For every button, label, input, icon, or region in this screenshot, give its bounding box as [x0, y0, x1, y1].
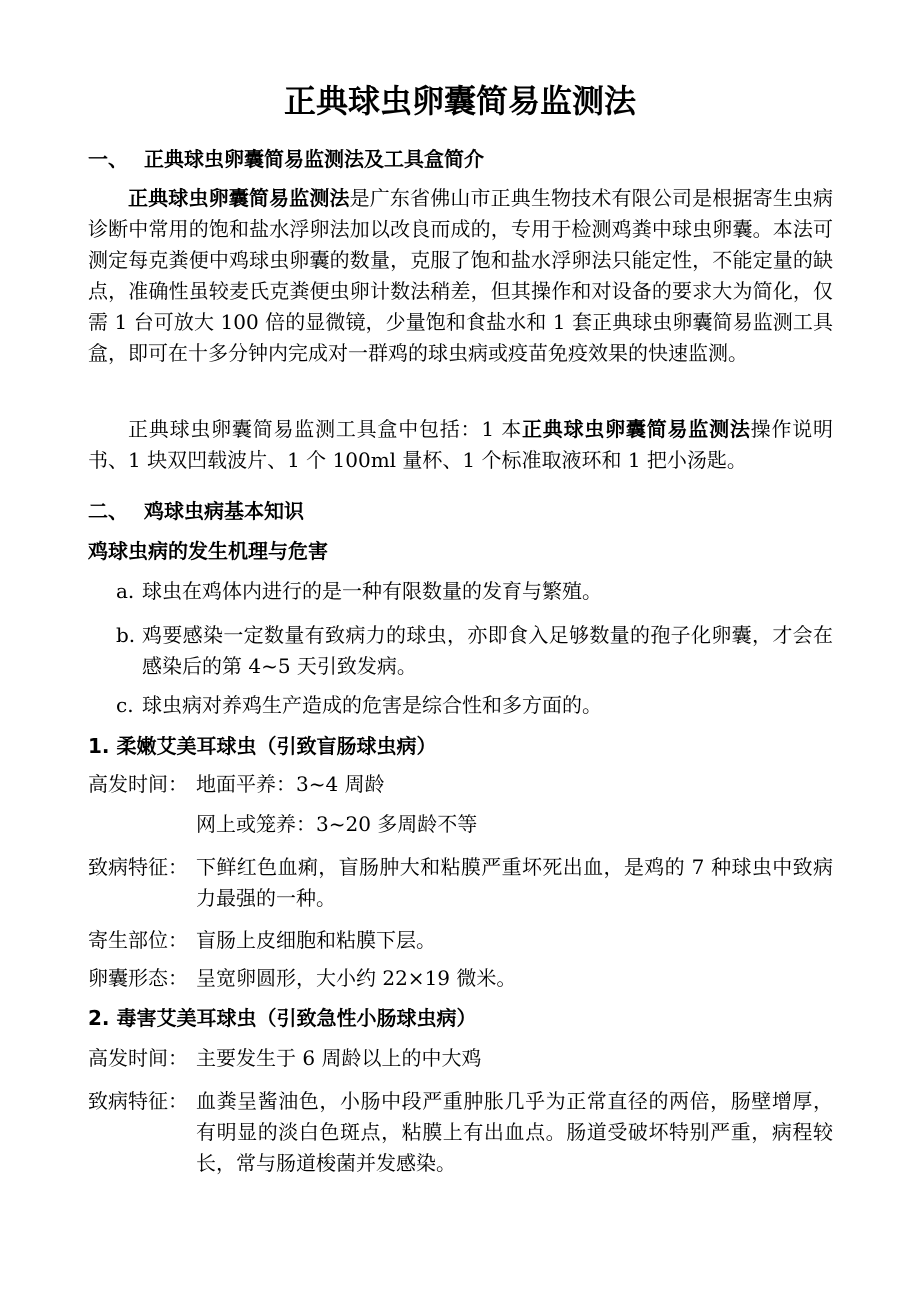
- species1-heading: 1. 柔嫩艾美耳球虫（引致盲肠球虫病）: [88, 734, 437, 758]
- section1-paragraph-2: [88, 414, 833, 476]
- row-value: 主要发生于 6 周龄以上的中大鸡: [196, 1046, 482, 1070]
- row-label: 致病特征：: [88, 855, 188, 879]
- list-item-a: [116, 576, 833, 607]
- row-value: 下鲜红色血痢，盲肠肿大和粘膜严重坏死出血，是鸡的 7 种球虫中致病力最强的一种。: [196, 855, 833, 910]
- species2-heading: 2. 毒害艾美耳球虫（引致急性小肠球虫病）: [88, 1006, 477, 1030]
- section1-heading-text: 正典球虫卵囊简易监测法及工具盒简介: [144, 147, 484, 171]
- section1-paragraph-2-end: 操作说明书、1 块双凹载波片、1 个 100ml 量杯、1 个标准取液环和 1 把小汤匙。: [88, 417, 833, 472]
- section2-subheading: 鸡球虫病的发生机理与危害: [88, 539, 328, 563]
- list-marker: b.: [116, 623, 136, 647]
- section1-heading: [88, 144, 484, 174]
- section1-paragraph-1-text: 是广东省佛山市正典生物技术有限公司是根据寄生虫病诊断中常用的饱和盐水浮卵法加以改良而成的，专用于检测鸡粪中球虫卵囊。本法可测定每克粪便中鸡球虫卵囊的数量，克服了饱和盐水浮卵法只能定性，不能定量的缺点，准确性虽较麦氏克粪便虫卵计数法稍差，但其操作和对设备的要求大为简化，仅需 1 台可放大 100 倍的显微镜，少量饱和食盐水和 1 套正典球虫卵囊简易监测工具盒，即可在十多分钟内完成对一群鸡的球虫病或疫苗免疫效果的快速监测。: [88, 186, 834, 365]
- section1-paragraph-1: [88, 183, 833, 369]
- list-marker: c.: [116, 693, 134, 717]
- method-name-bold-2: 正典球虫卵囊简易监测法: [522, 417, 751, 441]
- list-item-c: [116, 690, 833, 721]
- section1-paragraph-2-start: 正典球虫卵囊简易监测工具盒中包括：1 本: [128, 417, 522, 441]
- list-item-text: 鸡要感染一定数量有致病力的球虫，亦即食入足够数量的孢子化卵囊，才会在感染后的第 4~5 天引致发病。: [142, 623, 833, 678]
- section1-number: 一、: [88, 147, 128, 171]
- section2-number: 二、: [88, 499, 128, 523]
- list-item-text: 球虫在鸡体内进行的是一种有限数量的发育与繁殖。: [142, 579, 602, 603]
- row-value: 呈宽卵圆形，大小约 22×19 微米。: [196, 966, 517, 990]
- row-label: 高发时间：: [88, 772, 188, 796]
- section2-heading: [88, 496, 304, 526]
- row-value: 网上或笼养：3~20 多周龄不等: [196, 812, 478, 836]
- method-name-bold: 正典球虫卵囊简易监测法: [128, 186, 350, 210]
- row-label: 致病特征：: [88, 1089, 188, 1113]
- row-label: 高发时间：: [88, 1046, 188, 1070]
- list-marker: a.: [116, 579, 135, 603]
- row-label: 寄生部位：: [88, 928, 188, 952]
- document-title: 正典球虫卵囊简易监测法: [283, 82, 636, 120]
- list-item-text: 球虫病对养鸡生产造成的危害是综合性和多方面的。: [142, 693, 602, 717]
- row-value: 盲肠上皮细胞和粘膜下层。: [196, 928, 436, 952]
- row-value: 地面平养：3~4 周龄: [196, 772, 385, 796]
- list-item-b: [116, 620, 833, 678]
- row-label: 卵囊形态：: [88, 966, 188, 990]
- row-value: 血粪呈酱油色，小肠中段严重肿胀几乎为正常直径的两倍，肠壁增厚，有明显的淡白色斑点，粘膜上有出血点。肠道受破坏特别严重，病程较长，常与肠道梭菌并发感染。: [196, 1089, 833, 1175]
- section2-heading-text: 鸡球虫病基本知识: [144, 499, 304, 523]
